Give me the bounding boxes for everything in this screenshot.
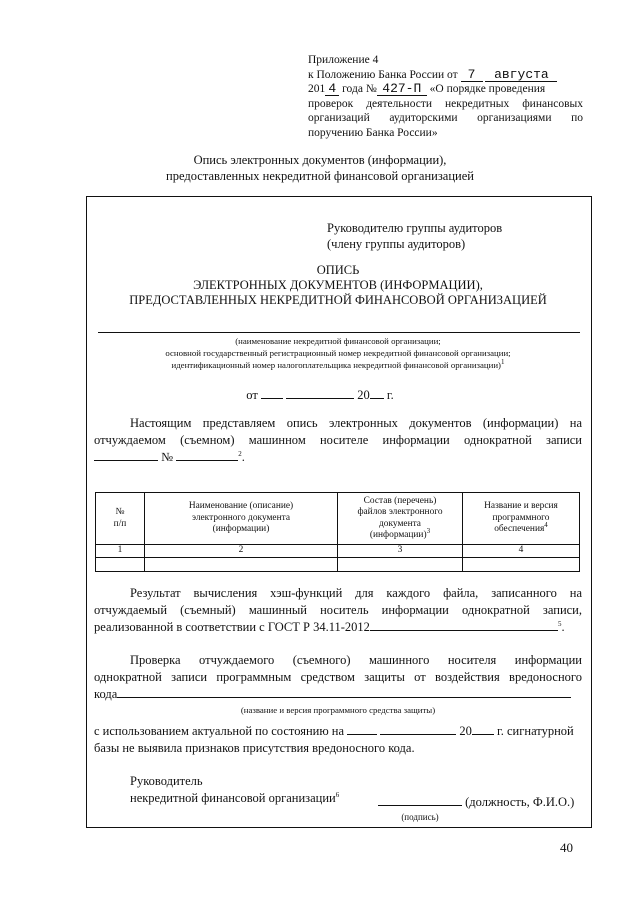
hash-line3 [94, 619, 582, 636]
header-cell-number [96, 493, 145, 545]
check-line3-text: кода [94, 687, 118, 701]
footnote-ref-4: 4 [544, 521, 548, 530]
appendix-line5: организаций аудиторскими организациями по [308, 112, 583, 125]
signature-role-line2 [130, 790, 339, 807]
medium-number-sign: № [161, 450, 174, 464]
date-month-blank [286, 398, 354, 399]
hash-result-blank [370, 630, 558, 631]
result-line1-start: с использованием актуальной по состоянию на [94, 724, 345, 738]
hash-line3-text: реализованной в соответствии с ГОСТ Р 34.11-2012 [94, 620, 370, 634]
table-cell [96, 557, 145, 571]
present-line2: отчуждаемом (съемном) машинном носителе информации однократной записи [94, 433, 582, 447]
header-cell-name [145, 493, 338, 545]
result-paragraph [94, 723, 582, 757]
protection-software-caption: (название и версия программного средства защиты) [240, 705, 436, 715]
addressee-line1: Руководителю группы аудиторов [327, 221, 503, 235]
header-cell-software [463, 493, 580, 545]
page-number: 40 [560, 840, 573, 855]
hash-line2: отчуждаемый (съемный) машинный носитель информации однократной записи, [94, 603, 582, 617]
result-century: 20 [459, 724, 472, 738]
header-cell-files [338, 493, 463, 545]
header-name-text: Наименование (описание) электронного документа (информации) [188, 501, 294, 535]
header-files-text: Состав (перечень) файлов электронного документа (информации) [357, 495, 443, 540]
present-line1: Настоящим представляем опись электронных документов (информации) на [130, 416, 582, 430]
handwritten-number: 427-П [377, 83, 427, 96]
inventory-heading [86, 263, 590, 308]
organization-blank-line [98, 332, 580, 333]
protection-software-blank [117, 697, 571, 698]
organization-caption-line2: основной государственный регистрационный номер некредитной финансовой организации; [165, 348, 511, 358]
addressee-line2: (члену группы аудиторов) [327, 237, 466, 251]
inventory-heading-line1: ОПИСЬ [316, 263, 360, 277]
table-row [96, 557, 580, 571]
present-line3 [94, 449, 582, 466]
handwritten-day: 7 [461, 69, 483, 82]
medium-number-blank [176, 460, 238, 461]
footnote-ref-1: 1 [500, 358, 505, 367]
column-number-3: 3 [338, 545, 463, 558]
date-year-blank [370, 398, 384, 399]
appendix-label: Приложение 4 [308, 54, 379, 66]
appendix-title-start: «О порядке проведения [429, 83, 546, 96]
signature-line [378, 794, 574, 811]
check-line2: однократной записи программным средством защиты от воздействия вредоносного [94, 670, 582, 684]
inventory-heading-line3: ПРЕДОСТАВЛЕННЫХ НЕКРЕДИТНОЙ ФИНАНСОВОЙ ОРГАНИЗАЦИЕЙ [129, 293, 547, 307]
date-year-suffix: г. [386, 388, 394, 402]
organization-caption-line3-text: идентификационный номер налогоплательщика некредитной финансовой организации) [171, 360, 501, 370]
footnote-ref-2: 2 [238, 449, 242, 458]
header-software-text: Название и версия программного обеспечения [484, 501, 558, 535]
signature-role-line1: Руководитель [130, 774, 203, 788]
appendix-line4: проверок деятельности некредитных финансовых [308, 97, 583, 110]
appendix-year-prefix: 201 [308, 83, 326, 96]
column-number-4: 4 [463, 545, 580, 558]
hash-paragraph [94, 585, 582, 636]
signature-role-line2-text: некредитной финансовой организации [130, 791, 336, 805]
form-title [0, 152, 640, 184]
hash-end: . [561, 620, 565, 634]
signature-position: (должность, Ф.И.О.) [465, 795, 575, 809]
table-cell [338, 557, 463, 571]
check-paragraph [94, 652, 582, 716]
medium-type-blank [94, 460, 158, 461]
hash-line1: Результат вычисления хэш-функций для каждого файла, записанного на [130, 586, 582, 600]
footnote-ref-3: 3 [426, 526, 431, 535]
appendix-regulation-line [308, 68, 583, 83]
appendix-reference [308, 53, 583, 141]
inventory-heading-line2: ЭЛЕКТРОННЫХ ДОКУМЕНТОВ (ИНФОРМАЦИИ), [193, 278, 483, 292]
appendix-year-line [308, 82, 583, 97]
signature-caption: (подпись) [401, 812, 439, 822]
appendix-number-sign: № [365, 83, 377, 96]
appendix-regulation-prefix: к Положению Банка России от [308, 68, 458, 81]
date-line [0, 388, 640, 403]
column-number-1: 1 [96, 545, 145, 558]
result-day-blank [347, 734, 377, 735]
table-header-row [96, 493, 580, 545]
form-title-line2: предоставленных некредитной финансовой организацией [166, 169, 474, 183]
signature-block [130, 773, 339, 807]
handwritten-year-digit: 4 [325, 83, 339, 96]
organization-caption [90, 335, 586, 371]
result-month-blank [380, 734, 456, 735]
check-line1: Проверка отчуждаемого (съемного) машинного носителя информации [130, 653, 582, 667]
appendix-year-word: года [342, 83, 363, 96]
appendix-line6: поручению Банка России» [308, 126, 438, 139]
table-number-row [96, 545, 580, 558]
result-year-blank [472, 734, 494, 735]
footnote-ref-6: 6 [335, 790, 340, 799]
header-number-text: № п/п [113, 507, 127, 529]
inventory-table [95, 492, 580, 572]
result-line1 [94, 723, 582, 740]
form-title-line1: Опись электронных документов (информации), [193, 153, 447, 167]
check-line3 [94, 686, 582, 703]
present-end: . [241, 450, 245, 464]
date-day-blank [261, 398, 283, 399]
table-cell [145, 557, 338, 571]
organization-caption-line3 [90, 359, 586, 371]
date-century: 20 [357, 388, 370, 402]
table-cell [463, 557, 580, 571]
addressee [327, 220, 502, 252]
result-line2: базы не выявила признаков присутствия вредоносного кода. [94, 741, 415, 755]
present-paragraph [94, 415, 582, 466]
organization-caption-line1: (наименование некредитной финансовой организации; [235, 336, 441, 346]
column-number-2: 2 [145, 545, 338, 558]
date-from: от [246, 388, 258, 402]
footnote-ref-5: 5 [557, 619, 562, 628]
signature-blank [378, 805, 462, 806]
result-line1-end: г. сигнатурной [497, 724, 574, 738]
handwritten-month: августа [485, 69, 557, 82]
